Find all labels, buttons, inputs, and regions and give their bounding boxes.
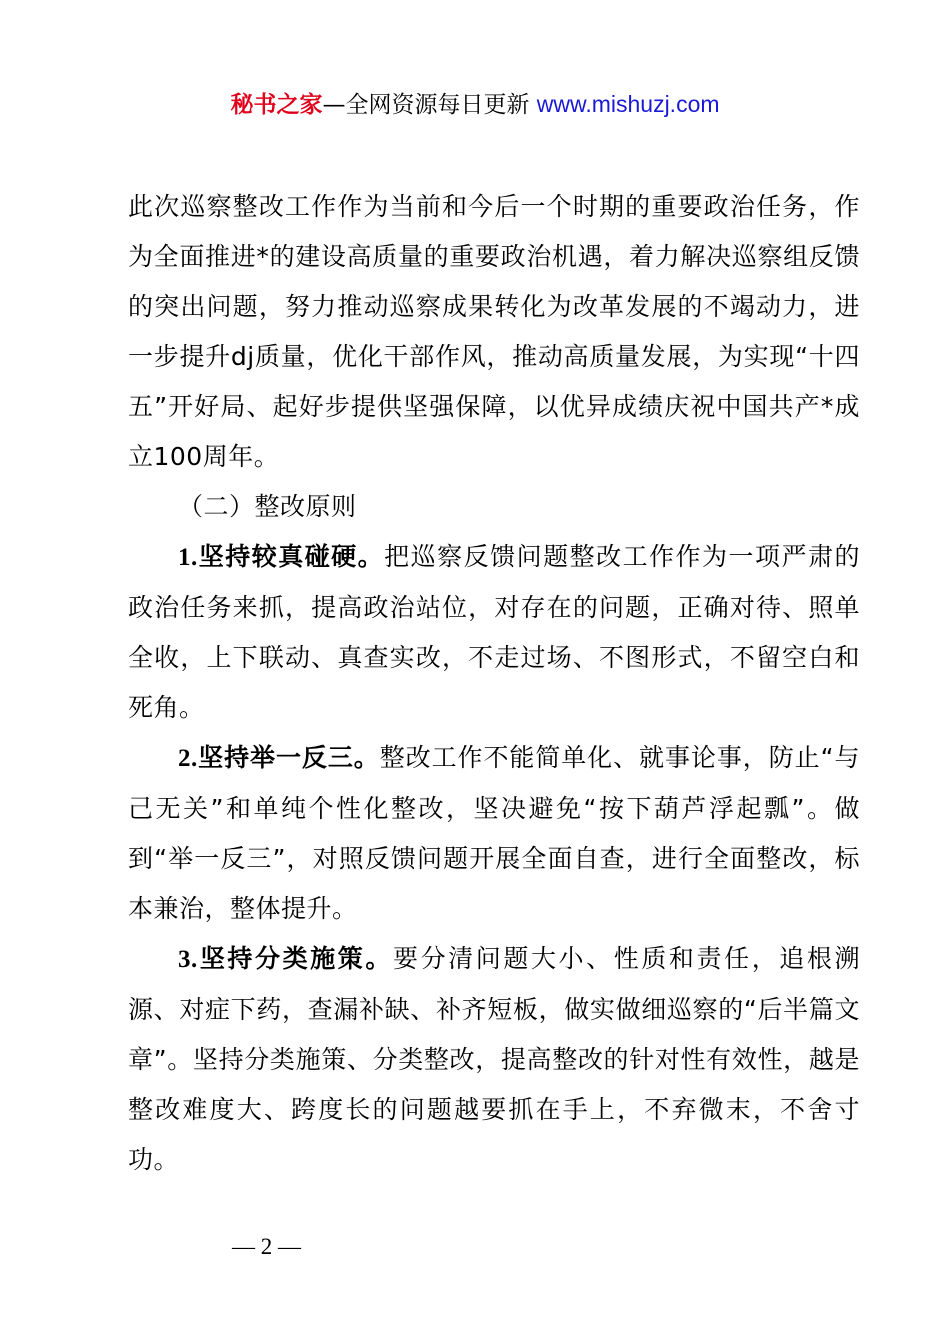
site-url-link[interactable]: www.mishuzj.com: [536, 91, 720, 117]
principle-title: 坚持分类施策。: [197, 944, 393, 973]
principle-text: 要分清问题大小、性质和责任，追根溯源、对症下药，查漏补缺、补齐短板，做实做细巡察的“后半篇文章”。坚持分类施策、分类整改，提高整改的针对性有效性，越是整改难度大、跨度长的问题越要抓在手上，不弃微末，不舍寸功。: [128, 944, 860, 1174]
brand-name: 秘书之家: [230, 92, 323, 118]
page-header: [0, 86, 950, 123]
intro-paragraph: 此次巡察整改工作作为当前和今后一个时期的重要政治任务，作为全面推进*的建设高质量的重要政治机遇，着力解决巡察组反馈的突出问题，努力推动巡察成果转化为改革发展的不竭动力，进一步提升dj质量，优化干部作风，推动高质量发展，为实现“十四五”开好局、起好步提供坚强保障，以优异成绩庆祝中国共产*成立100周年。: [128, 192, 860, 471]
principle-paragraph-2: [128, 733, 860, 934]
page-number: — 2 —: [232, 1234, 301, 1259]
principle-text: 把巡察反馈问题整改工作作为一项严肃的政治任务来抓，提高政治站位，对存在的问题，正确对待、照单全收，上下联动、真查实改，不走过场、不图形式，不留空白和死角。: [128, 542, 860, 722]
principle-number: 3.: [178, 946, 198, 973]
principle-title: 坚持举一反三。: [197, 743, 380, 772]
principle-paragraph-3: [128, 934, 860, 1185]
document-body: [128, 182, 860, 1185]
principle-text: 整改工作不能简单化、就事论事，防止“与己无关”和单纯个性化整改，坚决避免“按下葫芦浮起瓢”。做到“举一反三”，对照反馈问题开展全面自查，进行全面整改，标本兼治，整体提升。: [128, 743, 860, 923]
principle-number: 2.: [178, 745, 198, 772]
header-tagline: —全网资源每日更新: [322, 92, 537, 118]
principle-number: 1.: [178, 544, 198, 571]
principle-paragraph-1: [128, 532, 860, 733]
principle-title: 坚持较真碰硬。: [197, 542, 385, 571]
section-heading: （二）整改原则: [178, 492, 357, 521]
